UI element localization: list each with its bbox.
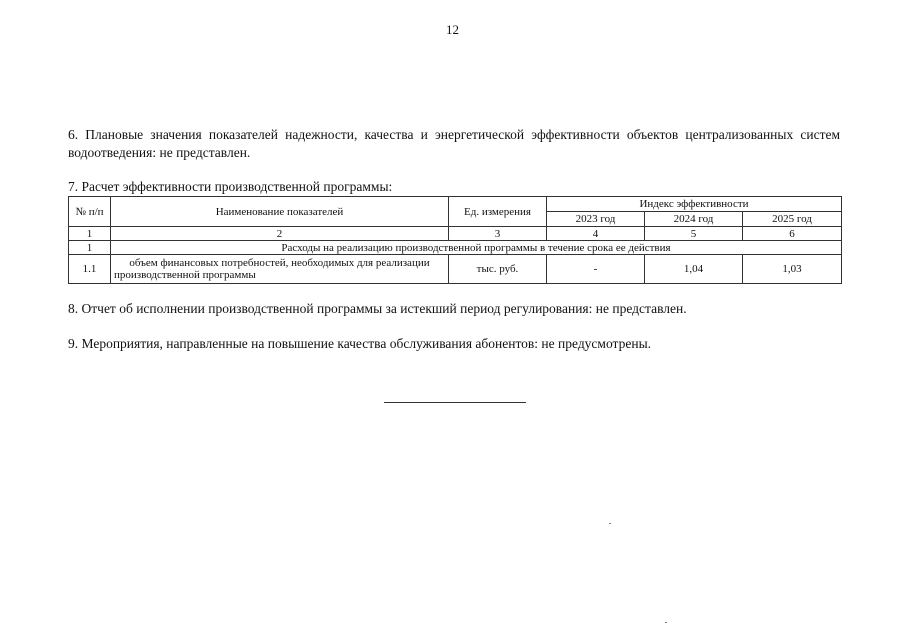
efficiency-table	[68, 196, 842, 284]
column-number: 3	[449, 227, 547, 241]
header-year-2023: 2023 год	[547, 212, 645, 227]
header-index-group: Индекс эффективности	[547, 197, 842, 212]
header-name: Наименование показателей	[111, 197, 449, 227]
column-number: 2	[111, 227, 449, 241]
column-number: 4	[547, 227, 645, 241]
column-number: 1	[69, 227, 111, 241]
item-value-2024: 1,04	[645, 255, 743, 284]
section-9-text: 9. Мероприятия, направленные на повышение качества обслуживания абонентов: не предусмотрены.	[68, 336, 652, 351]
column-number-row	[69, 227, 842, 241]
section-row-label: Расходы на реализацию производственной программы в течение срока ее действия	[111, 241, 842, 255]
item-value-2023: -	[547, 255, 645, 284]
scan-speck	[609, 523, 611, 524]
end-separator-line	[384, 402, 526, 403]
page-number: 12	[446, 22, 459, 37]
item-value-2025: 1,03	[743, 255, 842, 284]
section-row-num: 1	[69, 241, 111, 255]
header-year-2024: 2024 год	[645, 212, 743, 227]
scan-speck	[665, 622, 667, 623]
column-number: 5	[645, 227, 743, 241]
table-row	[69, 255, 842, 284]
item-row-num: 1.1	[69, 255, 111, 284]
header-unit: Ед. измерения	[449, 197, 547, 227]
column-number: 6	[743, 227, 842, 241]
item-row-name: объем финансовых потребностей, необходимых для реализации производственной программы	[111, 255, 449, 284]
section-8-text: 8. Отчет об исполнении производственной программы за истекший период регулирования: не представлен.	[68, 301, 687, 316]
table-section-row	[69, 241, 842, 255]
item-row-unit: тыс. руб.	[449, 255, 547, 284]
header-num: № п/п	[69, 197, 111, 227]
section-7-title: 7. Расчет эффективности производственной программы:	[68, 179, 393, 194]
section-6-text: 6. Плановые значения показателей надежности, качества и энергетической эффективности объектов централизованных систем водоотведения: не представлен.	[68, 127, 840, 160]
header-year-2025: 2025 год	[743, 212, 842, 227]
table-header-row	[69, 197, 842, 212]
